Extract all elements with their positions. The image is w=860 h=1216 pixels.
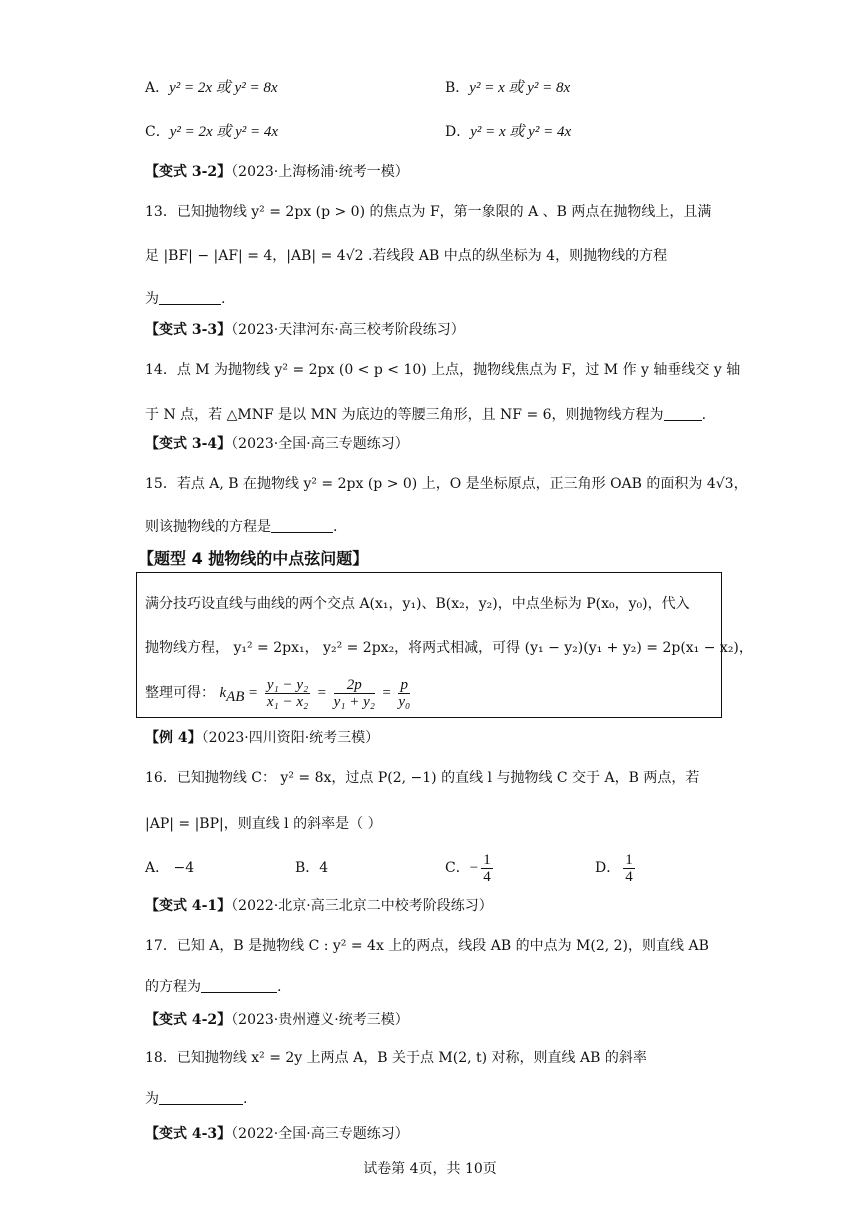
- option-label: D．: [595, 860, 621, 876]
- text: .: [221, 291, 226, 307]
- example-tag: 【例 4】: [145, 730, 202, 746]
- variant-source: （2022·北京·高三北京二中校考阶段练习）: [231, 898, 493, 914]
- variant-heading: [145, 896, 493, 916]
- question-18-line-2: [145, 1088, 247, 1109]
- variant-source: （2023·贵州遵义·统考三模）: [231, 1012, 409, 1028]
- slope-subscript: AB: [226, 688, 245, 705]
- variant-tag: 【变式 3-2】: [145, 164, 232, 180]
- text: 为: [145, 291, 159, 307]
- numerator: p: [398, 677, 410, 694]
- option-label: A．: [145, 80, 170, 96]
- question-13-line-2: 足 |BF| − |AF| = 4，|AB| = 4√2 .若线段 AB 中点的纵坐标为 4，则抛物线的方程: [145, 248, 668, 264]
- numerator: 1: [483, 851, 491, 868]
- fraction: [265, 677, 310, 710]
- option-text: y² = x 或 y² = 4x: [470, 124, 572, 140]
- text: .: [701, 407, 707, 423]
- q16-option-c: [445, 848, 496, 888]
- variant-source: （2022·全国·高三专题练习）: [231, 1126, 409, 1142]
- variant-heading: [145, 434, 409, 454]
- example-heading: [145, 728, 379, 748]
- question-16-line-1: 16．已知抛物线 C： y² = 8x，过点 P(2, −1) 的直线 l 与抛物线 C 交于 A，B 两点，若: [145, 770, 700, 786]
- variant-heading: [145, 162, 409, 182]
- option-text: y² = 2x 或 y² = 4x: [169, 124, 279, 140]
- option-text: y² = x 或 y² = 8x: [469, 80, 571, 96]
- answer-blank[interactable]: [664, 404, 702, 421]
- denominator: 4: [625, 868, 633, 885]
- example-source: （2023·四川资阳·统考三模）: [201, 730, 380, 746]
- option-label: C．: [145, 124, 170, 140]
- q12-option-b: [445, 78, 570, 98]
- option-label: B．: [445, 80, 470, 96]
- question-15-line-1: 15．若点 A, B 在抛物线 y² = 2px (p > 0) 上，O 是坐标原点，正三角形 OAB 的面积为 4√3，: [145, 476, 748, 492]
- q16-option-d: [595, 848, 638, 888]
- text: .: [277, 979, 282, 995]
- fraction: [398, 677, 410, 710]
- denominator: y₀: [398, 693, 411, 710]
- variant-tag: 【变式 3-3】: [145, 322, 232, 338]
- variant-heading: [145, 1124, 409, 1144]
- variant-tag: 【变式 3-4】: [145, 436, 232, 452]
- denominator: x₁ − x₂: [266, 693, 309, 710]
- q12-option-d: [445, 122, 571, 142]
- variant-tag: 【变式 4-1】: [145, 898, 232, 914]
- variant-heading: [145, 320, 465, 340]
- tip-line-3: 整理可得： $k_{AB}$ = $\frac{\text{y₁ − y₂}}{\text{x₁ − x₂}}$ = $\frac{2p}{\text{y₁ + y₂}}$ = $\frac{p}{\text{y₀}}$: [145, 676, 411, 710]
- text: 于 N 点，若 △MNF 是以 MN 为底边的等腰三角形，且 NF = 6，则抛物线方程为: [145, 407, 664, 423]
- tip-line-1: 满分技巧设直线与曲线的两个交点 A(x₁，y₁)、B(x₂，y₂)，中点坐标为 P(x₀，y₀)，代入: [145, 596, 690, 612]
- fraction: [623, 852, 635, 885]
- denominator: 4: [483, 868, 491, 885]
- option-label: D．: [445, 124, 471, 140]
- variant-tag: 【变式 4-3】: [145, 1126, 232, 1142]
- text: 则该抛物线的方程是: [145, 519, 271, 535]
- section-heading: 【题型 4 抛物线的中点弦问题】: [138, 549, 369, 568]
- question-18-line-1: 18．已知抛物线 x² = 2y 上两点 A，B 关于点 M(2, t) 对称，则直线 AB 的斜率: [145, 1050, 647, 1066]
- q16-option-a: A． −4: [145, 860, 195, 876]
- text: 整理可得：: [145, 685, 215, 701]
- q12-option-a: [145, 78, 278, 98]
- text: 的方程为: [145, 979, 201, 995]
- text: .: [243, 1091, 248, 1107]
- question-13-line-1: 13．已知抛物线 y² = 2px (p > 0) 的焦点为 F，第一象限的 A 、B 两点在抛物线上，且满: [145, 204, 712, 220]
- q16-option-b: B．4: [295, 860, 329, 876]
- numerator: 1: [625, 851, 633, 868]
- question-14-line-2: [145, 404, 706, 425]
- numerator: y₁ − y₂: [266, 676, 309, 693]
- minus-sign: −: [469, 860, 479, 876]
- variant-source: （2023·天津河东·高三校考阶段练习）: [231, 322, 465, 338]
- answer-blank[interactable]: [159, 288, 221, 305]
- answer-blank[interactable]: [159, 1088, 243, 1105]
- question-14-line-1: 14．点 M 为抛物线 y² = 2px (0 < p < 10) 上点，抛物线焦点为 F，过 M 作 y 轴垂线交 y 轴: [145, 362, 741, 378]
- question-15-line-2: [145, 516, 337, 537]
- variant-tag: 【变式 4-2】: [145, 1012, 232, 1028]
- slope-symbol: k: [219, 685, 227, 701]
- option-label: C．: [445, 860, 470, 876]
- fraction: [481, 852, 493, 885]
- numerator: 2p: [334, 677, 375, 694]
- option-text: y² = 2x 或 y² = 8x: [169, 80, 278, 96]
- variant-heading: [145, 1010, 409, 1030]
- page-footer: 试卷第 4页，共 10页: [363, 1161, 497, 1177]
- fraction: [334, 677, 375, 710]
- answer-blank[interactable]: [271, 516, 333, 533]
- variant-source: （2023·上海杨浦·统考一模）: [231, 164, 409, 180]
- question-13-line-3: [145, 288, 225, 309]
- question-17-line-2: [145, 976, 281, 997]
- tip-line-2: 抛物线方程， y₁² = 2px₁， y₂² = 2px₂，将两式相减，可得 (y₁ − y₂)(y₁ + y₂) = 2p(x₁ − x₂)，: [145, 640, 753, 656]
- denominator: y₁ + y₂: [333, 693, 375, 710]
- text: .: [333, 519, 338, 535]
- text: 为: [145, 1091, 159, 1107]
- q12-option-c: [145, 122, 278, 142]
- variant-source: （2023·全国·高三专题练习）: [231, 436, 409, 452]
- answer-blank[interactable]: [201, 976, 277, 993]
- question-17-line-1: 17．已知 A，B 是抛物线 C : y² = 4x 上的两点，线段 AB 的中点为 M(2, 2)，则直线 AB: [145, 938, 709, 954]
- question-16-line-2: |AP| = |BP|，则直线 l 的斜率是（ ）: [145, 816, 382, 832]
